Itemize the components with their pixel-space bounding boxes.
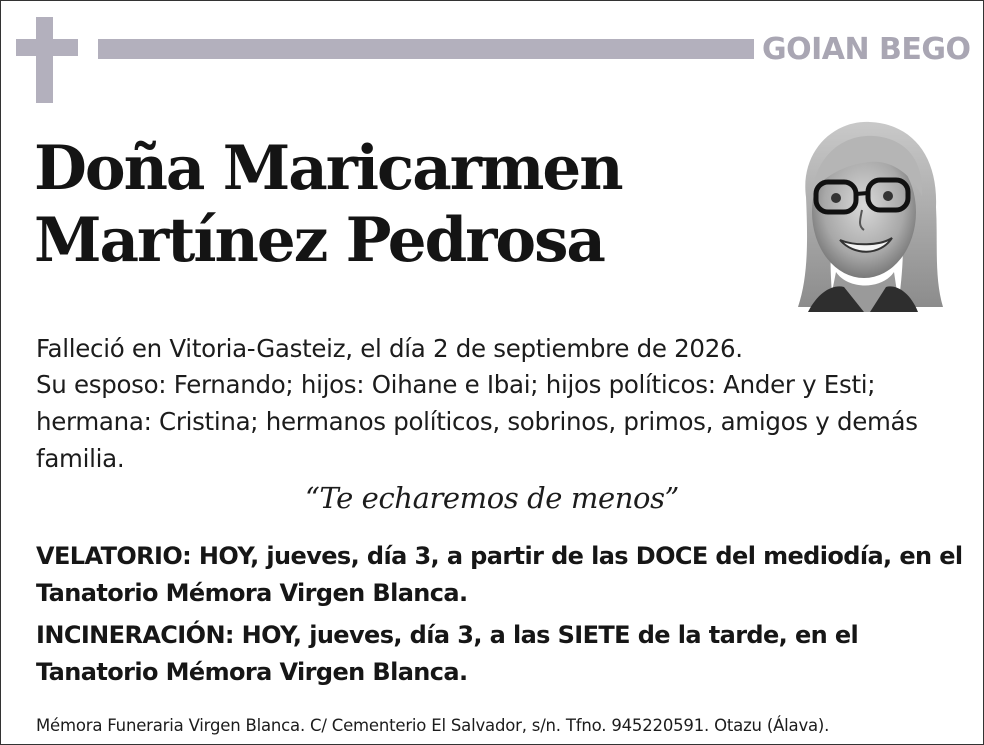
funeral-home-footer: Mémora Funeraria Virgen Blanca. C/ Cementerio El Salvador, s/n. Tfno. 945220591. Otazu (Álava). <box>36 716 830 735</box>
wake-details: VELATORIO: HOY, jueves, día 3, a partir de las DOCE del mediodía, en el Tanatorio Mémora Virgen Blanca. <box>36 542 963 607</box>
deceased-name <box>34 133 622 277</box>
family-list: Su esposo: Fernando; hijos: Oihane e Ibai; hijos políticos: Ander y Esti; hermana: Cristina; hermanos políticos, sobrinos, primos, amigos y demás familia. <box>36 370 918 473</box>
header-rule <box>98 39 754 59</box>
brand-label: GOIAN BEGO <box>762 32 971 67</box>
deceased-name-line-1: Doña Maricarmen <box>34 133 622 204</box>
cross-icon <box>16 17 80 103</box>
deceased-name-line-2: Martínez Pedrosa <box>34 205 604 276</box>
death-announcement: Falleció en Vitoria-Gasteiz, el día 2 de septiembre de 2026. <box>36 334 743 363</box>
cross-vertical-bar <box>36 17 53 103</box>
portrait-photo <box>778 112 948 312</box>
cremation-details: INCINERACIÓN: HOY, jueves, día 3, a las SIETE de la tarde, en el Tanatorio Mémora Virgen Blanca. <box>36 621 859 686</box>
memorial-quote: “Te echaremos de menos” <box>304 481 679 515</box>
cross-horizontal-bar <box>16 39 78 56</box>
